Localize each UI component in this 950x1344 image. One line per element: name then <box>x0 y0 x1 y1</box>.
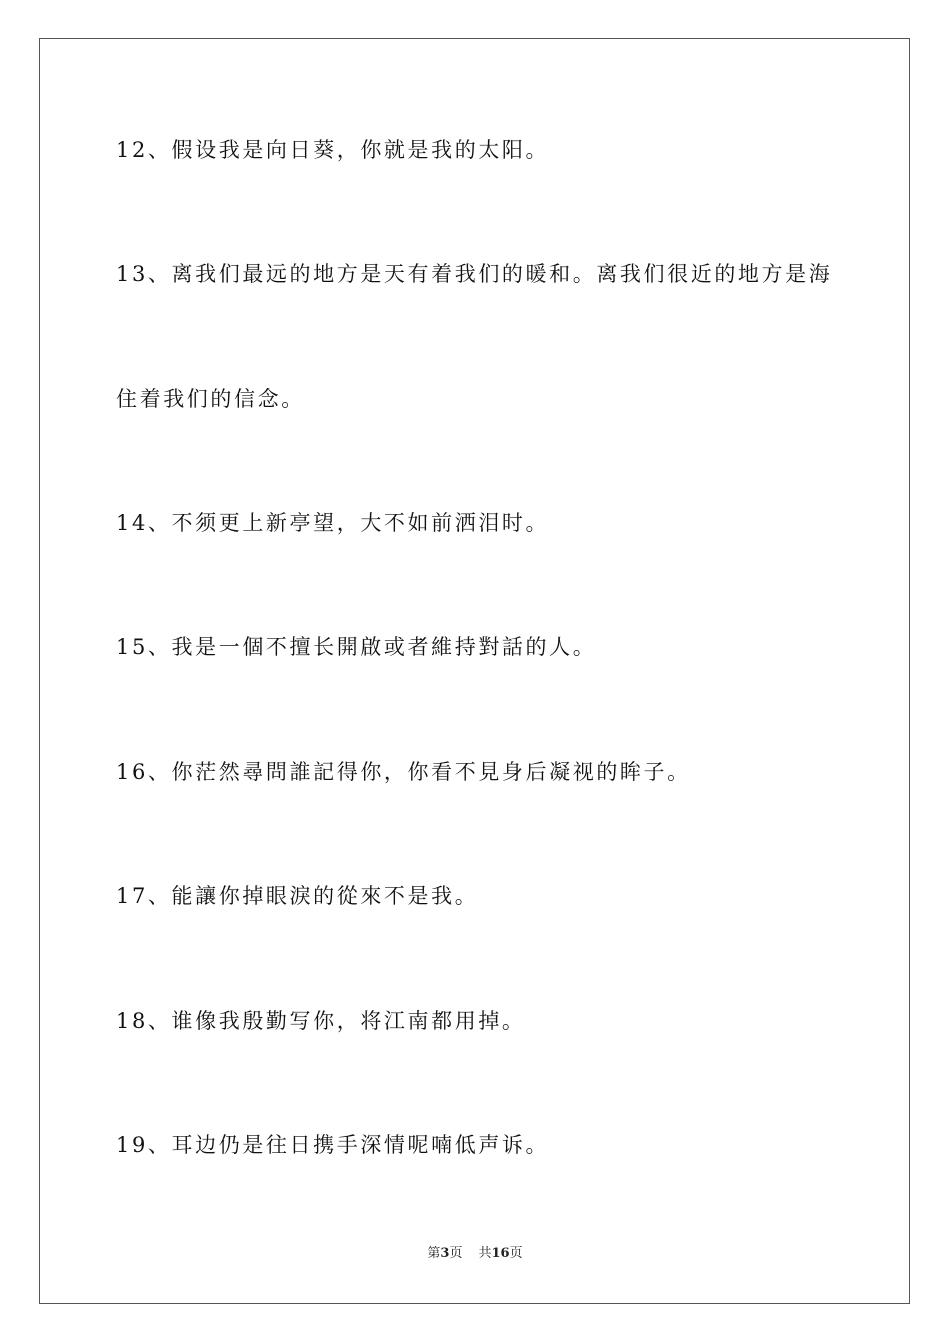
text-line-14: 14、不须更上新亭望，大不如前洒泪时。 <box>116 511 550 535</box>
text-line-15: 15、我是一個不擅长開啟或者維持對話的人。 <box>116 635 597 659</box>
page-number: 3 <box>440 1246 450 1261</box>
page-prefix: 第 <box>427 1246 441 1261</box>
text-line-13-continued: 住着我们的信念。 <box>116 387 305 411</box>
text-line-16: 16、你茫然尋問誰記得你，你看不見身后凝视的眸子。 <box>116 760 691 784</box>
text-line-18: 18、谁像我殷勤写你，将江南都用掉。 <box>116 1009 526 1033</box>
total-pages: 16 <box>491 1246 510 1261</box>
text-line-19: 19、耳边仍是往日携手深情呢喃低声诉。 <box>116 1133 550 1157</box>
total-prefix: 共 <box>478 1246 492 1261</box>
text-line-12: 12、假设我是向日葵，你就是我的太阳。 <box>116 138 550 162</box>
total-suffix: 页 <box>509 1246 523 1261</box>
page-suffix: 页 <box>449 1246 463 1261</box>
text-line-17: 17、能讓你掉眼淚的從來不是我。 <box>116 884 479 908</box>
text-line-13: 13、离我们最远的地方是天有着我们的暖和。离我们很近的地方是海 <box>116 262 833 286</box>
page-frame <box>39 38 910 1304</box>
page-footer <box>0 1245 950 1263</box>
